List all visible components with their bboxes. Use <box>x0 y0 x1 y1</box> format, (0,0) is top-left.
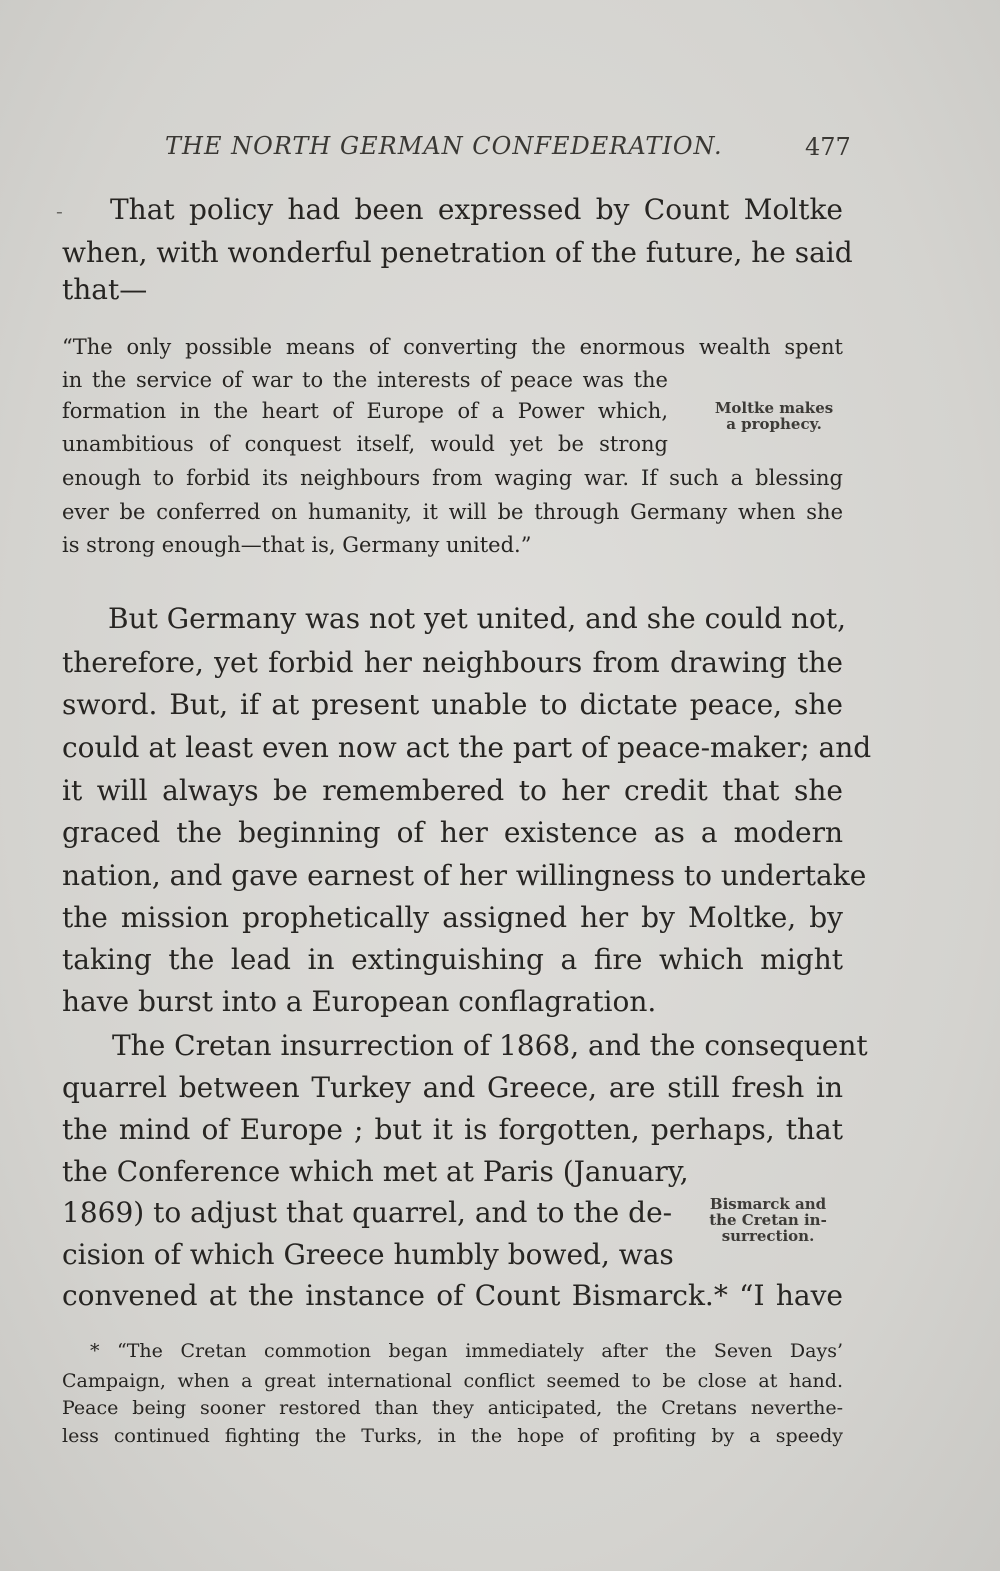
marginal-note-line: Bismarck and <box>709 1195 827 1213</box>
footnote-line: Peace being sooner restored than they anticipated, the Cretans neverthe- <box>62 1397 843 1419</box>
quote-line: in the service of war to the interests of peace was the <box>62 368 668 392</box>
text-line: convened at the instance of Count Bismarck.* “I have <box>62 1279 843 1312</box>
text-line: could at least even now act the part of peace-maker; and <box>62 731 872 764</box>
text-line: therefore, yet forbid her neighbours from drawing the <box>62 646 843 679</box>
text-line: it will always be remembered to her credit that she <box>62 774 843 807</box>
text-line: But Germany was not yet united, and she could not, <box>108 602 846 635</box>
text-line: nation, and gave earnest of her willingness to undertake <box>62 859 867 892</box>
footnote-line: Campaign, when a great international conflict seemed to be close at hand. <box>62 1370 843 1392</box>
quote-line: ever be conferred on humanity, it will be through Germany when she <box>62 500 843 524</box>
margin-mark: - <box>56 199 63 223</box>
footnote-line: * “The Cretan commotion began immediately after the Seven Days’ <box>90 1340 843 1362</box>
marginal-note-moltke <box>690 400 858 432</box>
text-line: the mission prophetically assigned her by Moltke, by <box>62 901 843 934</box>
marginal-note-line: the Cretan in- <box>709 1211 827 1229</box>
marginal-note-bismarck <box>688 1196 848 1244</box>
text-line: sword. But, if at present unable to dictate peace, she <box>62 688 843 721</box>
page-number: 477 <box>805 133 851 161</box>
text-line: 1869) to adjust that quarrel, and to the de- <box>62 1196 673 1229</box>
text-line: quarrel between Turkey and Greece, are still fresh in <box>62 1071 843 1104</box>
text-line: the Conference which met at Paris (January, <box>62 1155 689 1188</box>
text-line: have burst into a European conflagration. <box>62 985 657 1018</box>
text-line: That policy had been expressed by Count Moltke <box>110 193 843 226</box>
quote-line: unambitious of conquest itself, would yet be strong <box>62 432 668 456</box>
marginal-note-line: surrection. <box>721 1227 815 1245</box>
marginal-note-line: a prophecy. <box>726 415 822 433</box>
quote-line: is strong enough—that is, Germany united.” <box>62 533 532 557</box>
marginal-note-line: Moltke makes <box>714 399 834 417</box>
text-line: when, with wonderful penetration of the future, he said <box>62 236 853 269</box>
text-line: the mind of Europe ; but it is forgotten, perhaps, that <box>62 1113 843 1146</box>
quote-line: enough to forbid its neighbours from waging war. If such a blessing <box>62 466 843 490</box>
text-line: taking the lead in extinguishing a fire which might <box>62 943 843 976</box>
footnote-line: less continued fighting the Turks, in the hope of profiting by a speedy <box>62 1425 843 1447</box>
text-line: that— <box>62 273 148 306</box>
quote-line: “The only possible means of converting the enormous wealth spent <box>62 335 843 359</box>
text-line: The Cretan insurrection of 1868, and the consequent <box>112 1029 868 1062</box>
text-line: cision of which Greece humbly bowed, was <box>62 1238 674 1271</box>
quote-line: formation in the heart of Europe of a Power which, <box>62 399 668 423</box>
text-line: graced the beginning of her existence as a modern <box>62 816 843 849</box>
running-title: THE NORTH GERMAN CONFEDERATION. <box>165 132 723 160</box>
